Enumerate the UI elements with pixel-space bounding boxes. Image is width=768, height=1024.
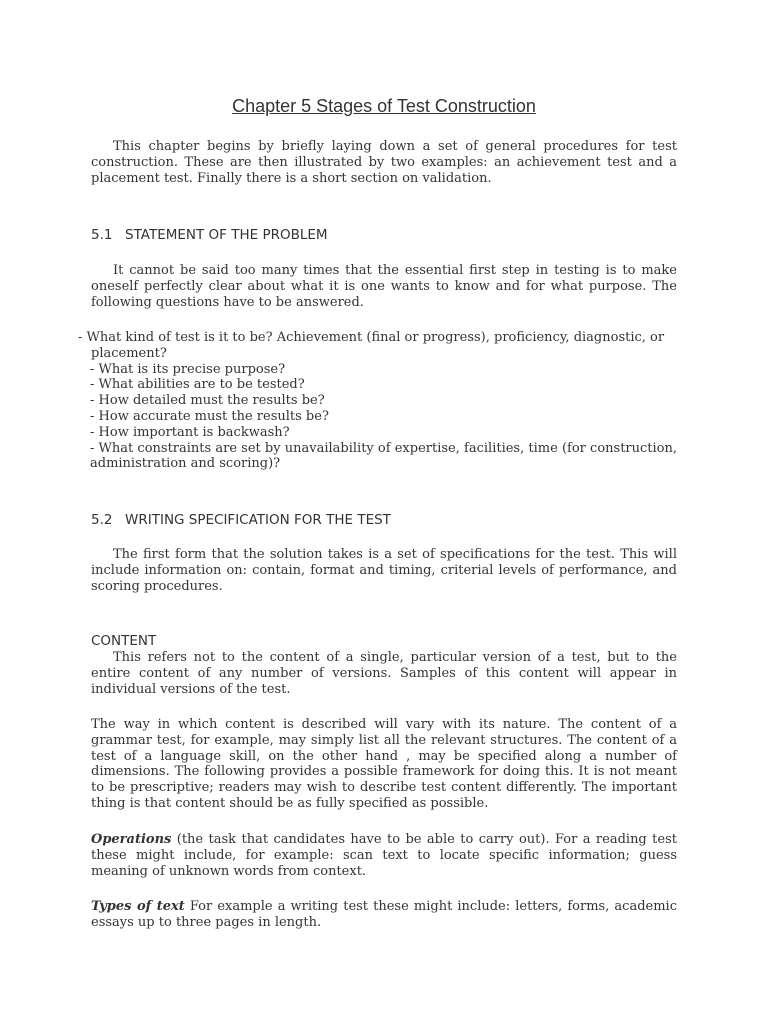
page-title: Chapter 5 Stages of Test Construction — [232, 96, 536, 116]
content-paragraph: This refers not to the content of a single, particular version of a test, but to the entire content of any number of versions. Samples of this content will appear in individual versions of the test. — [91, 650, 677, 697]
question-list — [78, 330, 677, 472]
operations-paragraph — [91, 832, 677, 879]
list-item-continuation: placement? — [91, 345, 167, 361]
list-item: - How accurate must the results be? — [90, 408, 329, 424]
section-heading-5-2 — [91, 512, 391, 528]
operations-label: Operations — [91, 832, 172, 847]
section-number: 5.1 — [91, 227, 113, 243]
list-item: - How detailed must the results be? — [90, 393, 325, 409]
operations-text: (the task that candidates have to be able to carry out). For a reading test these might include, for example: scan text to locate specific information; guess meaning of unknown words from context. — [91, 832, 677, 879]
list-item: - How important is backwash? — [90, 424, 290, 440]
content-paragraph: The way in which content is described will vary with its nature. The content of a grammar test, for example, may simply list all the relevant structures. The content of a test of a language skill, on the other hand , may be specified along a number of dimensions. The following provides a possible framework for doing this. It is not meant to be prescriptive; readers may wish to describe test content differently. The important thing is that content should be as fully specified as possible. — [91, 717, 677, 811]
types-paragraph — [91, 899, 677, 931]
section-paragraph: It cannot be said too many times that the essential first step in testing is to make oneself perfectly clear about what it is one wants to know and for what purpose. The following questions have to be answered. — [91, 263, 677, 310]
section-paragraph: The first form that the solution takes is a set of specifications for the test. This will include information on: contain, format and timing, criterial levels of performance, and scoring procedures. — [91, 547, 677, 594]
list-item: - What kind of test is it to be? Achievement (final or progress), proficiency, diagnostic, or — [78, 330, 665, 345]
section-title: STATEMENT OF THE PROBLEM — [125, 227, 328, 243]
list-item: - What constraints are set by unavailability of expertise, facilities, time (for construction, administration and scoring)? — [90, 440, 677, 472]
types-text: For example a writing test these might include: letters, forms, academic essays up to three pages in length. — [91, 899, 677, 930]
content-label: CONTENT — [91, 633, 157, 649]
list-item: - What is its precise purpose? — [90, 361, 286, 377]
intro-paragraph: This chapter begins by briefly laying down a set of general procedures for test construction. These are then illustrated by two examples: an achievement test and a placement test. Finally there is a short section on validation. — [91, 139, 677, 186]
list-item: - What abilities are to be tested? — [90, 377, 305, 393]
types-label: Types of text — [91, 899, 185, 914]
section-number: 5.2 — [91, 512, 113, 528]
section-title: WRITING SPECIFICATION FOR THE TEST — [125, 512, 391, 528]
section-heading-5-1 — [91, 227, 328, 243]
